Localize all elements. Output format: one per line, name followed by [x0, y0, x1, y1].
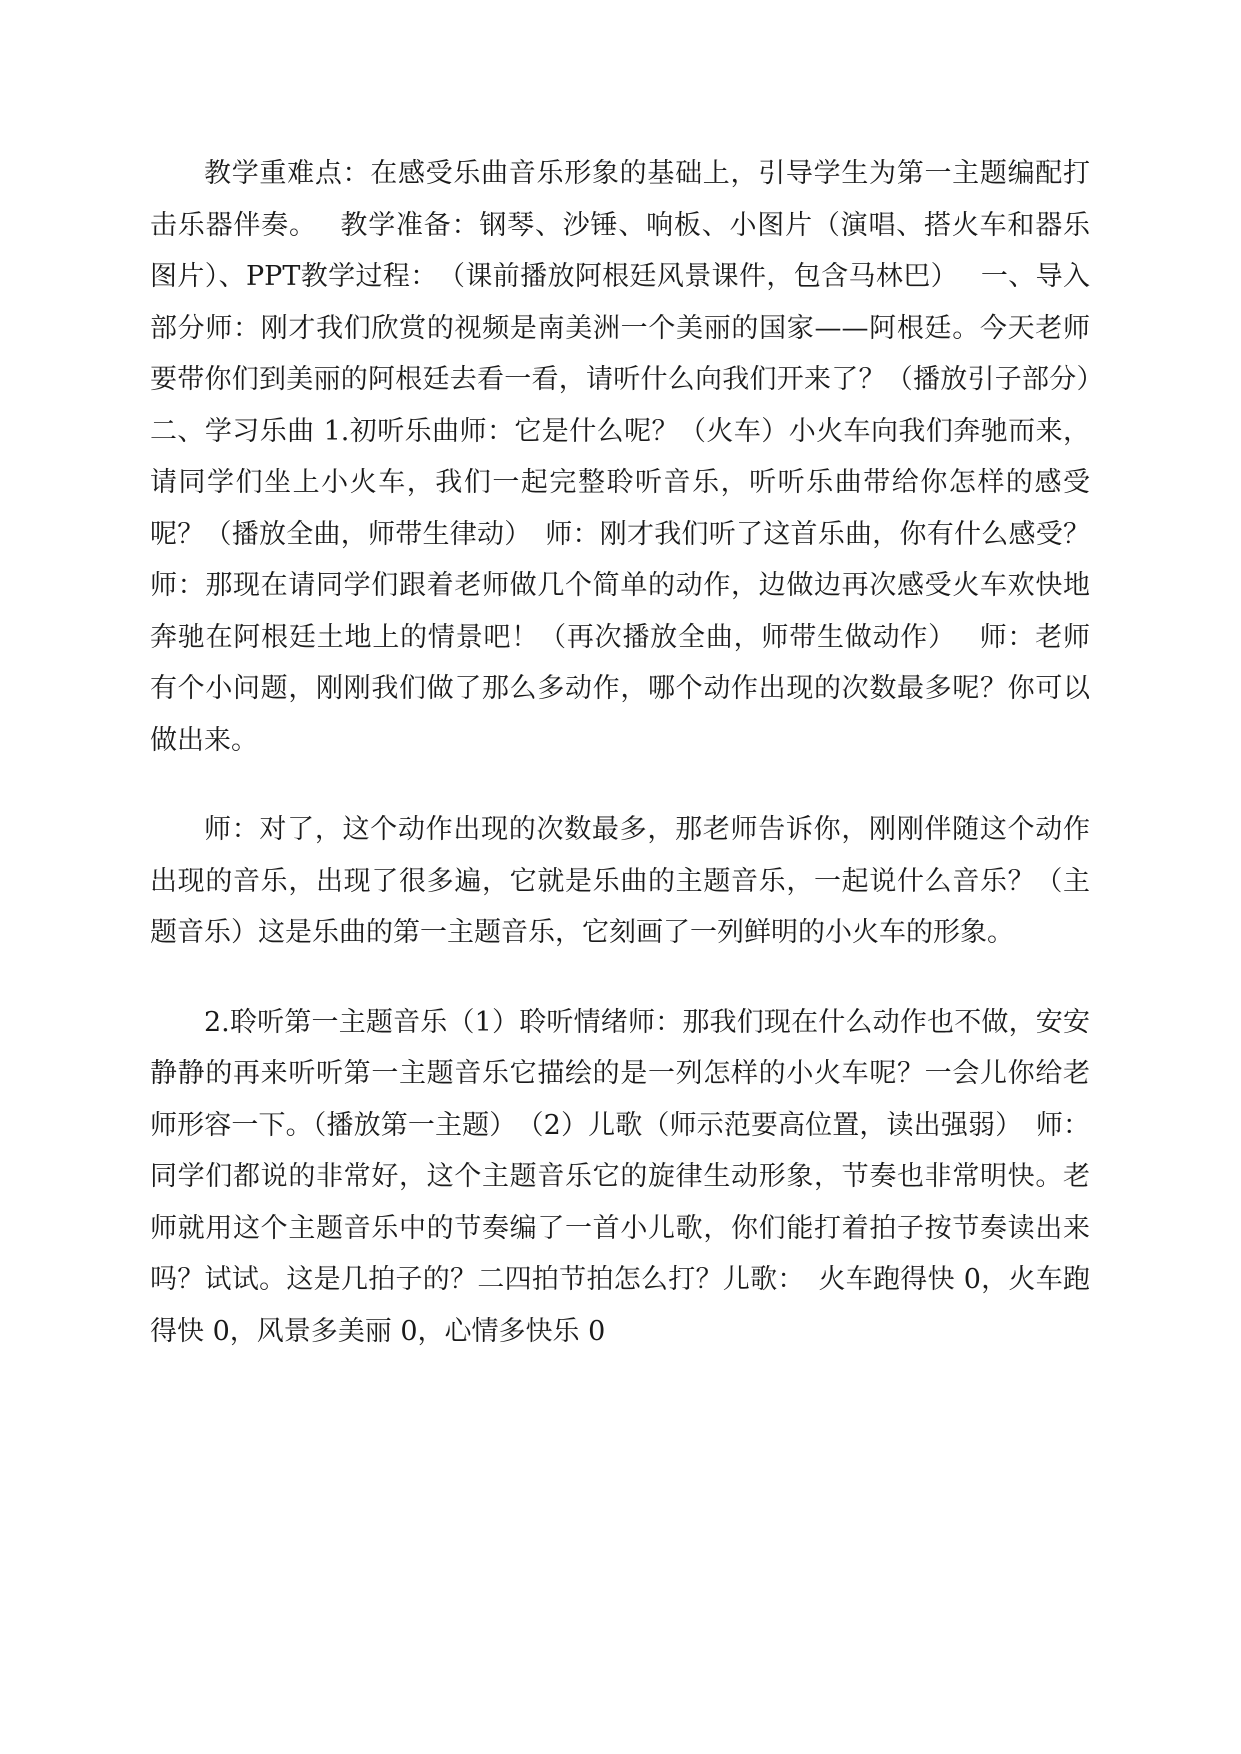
document-body	[150, 148, 1126, 1357]
paragraph-main-theme: 师：对了，这个动作出现的次数最多，那老师告诉你，刚刚伴随这个动作出现的音乐，出现了很多遍，它就是乐曲的主题音乐，一起说什么音乐？（主题音乐）这是乐曲的第一主题音乐，它刻画了一列鲜明的小火车的形象。	[150, 814, 1090, 948]
paragraph-teaching-plan: 教学重难点：在感受乐曲音乐形象的基础上，引导学生为第一主题编配打击乐器伴奏。 教学准备：钢琴、沙锤、响板、小图片（演唱、搭火车和器乐图片）、PPT教学过程： （课前播放阿根廷风景课件，包含马林巴） 一、导入部分师：刚才我们欣赏的视频是南美洲一个美丽的国家——阿根廷。今天老师要带你们到美丽的阿根廷去看一看，请听什么向我们开来了？（播放引子部分） 二、学习乐曲 1.初听乐曲师：它是什么呢？（火车）小火车向我们奔驰而来，请同学们坐上小火车，我们一起完整聆听音乐，听听乐曲带给你怎样的感受呢？（播放全曲，师带生律动） 师：刚才我们听了这首乐曲，你有什么感受？师：那现在请同学们跟着老师做几个简单的动作，边做边再次感受火车欢快地奔驰在阿根廷土地上的情景吧！（再次播放全曲，师带生做动作） 师：老师有个小问题，刚刚我们做了那么多动作，哪个动作出现的次数最多呢？你可以做出来。	[150, 158, 1126, 756]
paragraph-first-theme-listening: 2.聆听第一主题音乐（1）聆听情绪师：那我们现在什么动作也不做，安安静静的再来听听第一主题音乐它描绘的是一列怎样的小火车呢？一会儿你给老师形容一下。（播放第一主题） （2）儿歌（师示范要高位置，读出强弱） 师：同学们都说的非常好，这个主题音乐它的旋律生动形象，节奏也非常明快。老师就用这个主题音乐中的节奏编了一首小儿歌，你们能打着拍子按节奏读出来吗？试试。这是几拍子的？二四拍节拍怎么打？儿歌： 火车跑得快 0，火车跑得快 0，风景多美丽 0，心情多快乐 0	[150, 1006, 1090, 1347]
